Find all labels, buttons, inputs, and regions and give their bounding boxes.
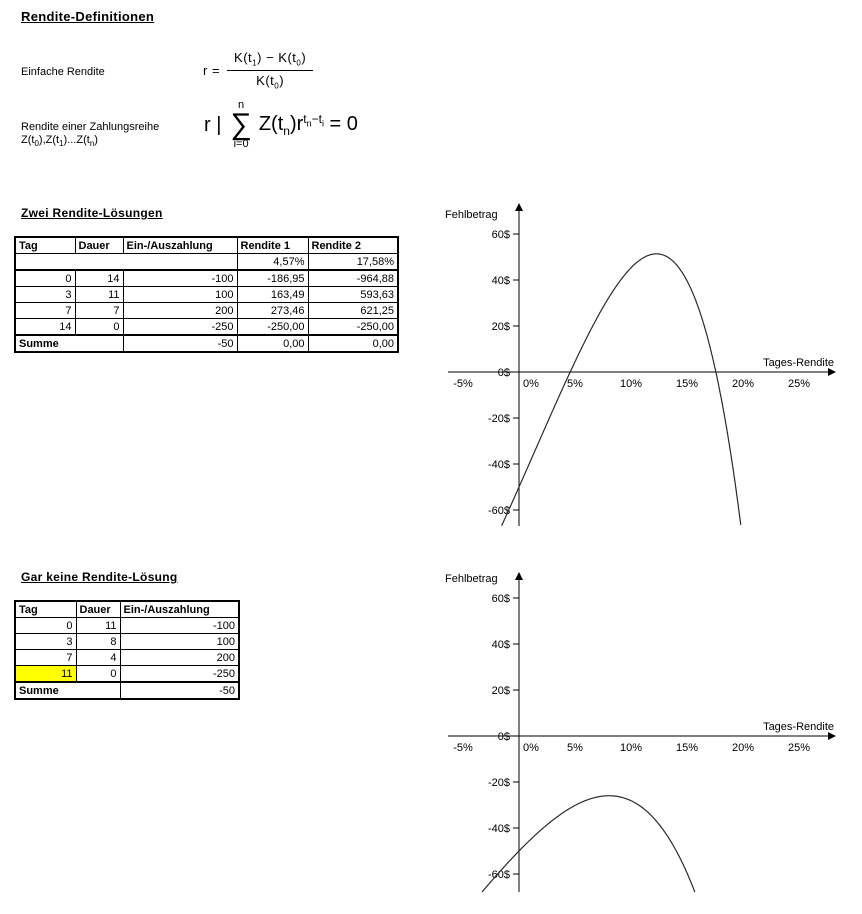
- summe-einauszahlung: -50: [123, 335, 237, 352]
- table-row: [15, 287, 398, 303]
- summe-rendite2: 0,00: [308, 335, 398, 352]
- section-heading-zwei-rendite: Zwei Rendite-Lösungen: [21, 206, 163, 220]
- x-tick-label: 0%: [523, 742, 539, 754]
- series-return-formula: [204, 100, 358, 150]
- y-tick-label: -40$: [487, 459, 510, 471]
- formula-lhs: r |: [204, 113, 222, 136]
- table-row: [15, 634, 239, 650]
- x-tick-label: 10%: [619, 378, 643, 390]
- formula-body: $Z(t_n)r^{t_n-t_i} = 0$: [258, 112, 358, 138]
- table-row: [15, 618, 239, 634]
- table-header-row: [15, 601, 239, 618]
- col-header-dauer: Dauer: [75, 237, 123, 254]
- empty-cell: [15, 254, 237, 271]
- table-cell: 100: [120, 634, 239, 650]
- series-return-label-line2: $Z(t_0),Z(t_1)...Z(t_n)$: [21, 134, 98, 149]
- x-tick-label: 20%: [731, 742, 755, 754]
- table-header-row: [15, 237, 398, 254]
- y-tick-label: -40$: [487, 823, 510, 835]
- y-axis-title: Fehlbetrag: [445, 209, 498, 221]
- table-cell: 14: [75, 270, 123, 287]
- table-cell: 200: [123, 303, 237, 319]
- series-return-label-line1: Rendite einer Zahlungsreihe: [21, 121, 160, 133]
- x-tick-label: 5%: [567, 378, 583, 390]
- col-header-tag: Tag: [15, 237, 75, 254]
- table-cell: 3: [15, 634, 76, 650]
- chart-zwei-rendite-loesungen: [440, 200, 862, 544]
- table-cell: 273,46: [237, 303, 308, 319]
- table-row: [15, 650, 239, 666]
- x-tick-label: 25%: [787, 742, 811, 754]
- summe-rendite1: 0,00: [237, 335, 308, 352]
- table-cell: 3: [15, 287, 75, 303]
- x-tick-label: -5%: [453, 378, 473, 390]
- col-header-rendite1: Rendite 1: [237, 237, 308, 254]
- fraction: [227, 50, 313, 90]
- table-cell: -100: [120, 618, 239, 634]
- table-cell: 200: [120, 650, 239, 666]
- table-row: [15, 270, 398, 287]
- y-tick-label: -20$: [487, 777, 510, 789]
- table-row: [15, 666, 239, 683]
- rendite1-rate: 4,57%: [237, 254, 308, 271]
- rendite2-rate: 17,58%: [308, 254, 398, 271]
- x-tick-label: 15%: [675, 378, 699, 390]
- sigma-glyph: ∑: [230, 108, 252, 141]
- x-axis-title: Tages-Rendite: [763, 721, 834, 733]
- y-axis-title: Fehlbetrag: [445, 573, 498, 585]
- table-keine-rendite: [14, 600, 240, 700]
- col-header-einauszahlung: Ein-/Auszahlung: [120, 601, 239, 618]
- y-tick-label: -60$: [487, 505, 510, 517]
- table-cell: 7: [15, 303, 75, 319]
- y-axis-arrow: [515, 572, 523, 580]
- y-tick-label: -60$: [487, 869, 510, 881]
- fraction-denominator: $K(t_0)$: [227, 70, 313, 91]
- col-header-rendite2: Rendite 2: [308, 237, 398, 254]
- table-cell: -186,95: [237, 270, 308, 287]
- table-cell: 14: [15, 319, 75, 336]
- table-cell: 11: [75, 287, 123, 303]
- rate-row: [15, 254, 398, 271]
- y-tick-label: -20$: [487, 413, 510, 425]
- summe-einauszahlung: -50: [120, 682, 239, 699]
- col-header-dauer: Dauer: [76, 601, 120, 618]
- x-tick-label: -5%: [453, 742, 473, 754]
- table-cell: -250: [123, 319, 237, 336]
- table-cell: 0: [76, 666, 120, 683]
- table-zwei-rendite: [14, 236, 399, 353]
- col-header-tag: Tag: [15, 601, 76, 618]
- table-cell: 0: [15, 618, 76, 634]
- table-cell: -250: [120, 666, 239, 683]
- y-tick-label: 0$: [497, 731, 510, 743]
- formula-lhs: r =: [203, 62, 221, 78]
- table-cell: 0: [15, 270, 75, 287]
- y-tick-label: 60$: [491, 229, 510, 241]
- sum-upper-bound: n: [238, 99, 245, 111]
- summation-symbol: [230, 100, 251, 150]
- summe-row: [15, 682, 239, 699]
- y-tick-label: 60$: [491, 593, 510, 605]
- fraction-numerator: $K(t_1) - K(t_0)$: [234, 50, 307, 68]
- y-tick-label: 40$: [491, 275, 510, 287]
- page-title: Rendite-Definitionen: [21, 9, 155, 24]
- y-axis-arrow: [515, 203, 523, 211]
- summe-label: Summe: [15, 335, 123, 352]
- summe-row: [15, 335, 398, 352]
- table-cell: -100: [123, 270, 237, 287]
- x-axis-title: Tages-Rendite: [763, 357, 834, 369]
- y-tick-label: 40$: [491, 639, 510, 651]
- table-cell: 7: [15, 650, 76, 666]
- x-axis-arrow: [828, 732, 836, 740]
- table-cell: 7: [75, 303, 123, 319]
- table-cell: 11: [76, 618, 120, 634]
- table-row: [15, 319, 398, 336]
- x-tick-label: 20%: [731, 378, 755, 390]
- table-cell: 593,63: [308, 287, 398, 303]
- simple-return-formula: [203, 50, 313, 90]
- section-heading-keine-rendite: Gar keine Rendite-Lösung: [21, 570, 178, 584]
- sum-lower-bound: i=0: [233, 138, 249, 150]
- y-tick-label: 20$: [491, 321, 510, 333]
- col-header-einauszahlung: Ein-/Auszahlung: [123, 237, 237, 254]
- table-cell: 8: [76, 634, 120, 650]
- x-tick-label: 10%: [619, 742, 643, 754]
- x-tick-label: 5%: [567, 742, 583, 754]
- table-cell: 163,49: [237, 287, 308, 303]
- chart-keine-rendite-loesung: [440, 558, 862, 914]
- y-tick-label: 0$: [497, 367, 510, 379]
- table-cell: 4: [76, 650, 120, 666]
- table-cell: 621,25: [308, 303, 398, 319]
- table-cell: 0: [75, 319, 123, 336]
- highlighted-cell: 11: [15, 666, 76, 683]
- x-tick-label: 0%: [523, 378, 539, 390]
- x-axis-arrow: [828, 368, 836, 376]
- x-tick-label: 15%: [675, 742, 699, 754]
- table-cell: -964,88: [308, 270, 398, 287]
- table-cell: -250,00: [237, 319, 308, 336]
- x-tick-label: 25%: [787, 378, 811, 390]
- table-row: [15, 303, 398, 319]
- series-return-label: [21, 121, 159, 150]
- table-cell: -250,00: [308, 319, 398, 336]
- summe-label: Summe: [15, 682, 120, 699]
- simple-return-label: Einfache Rendite: [21, 66, 105, 78]
- y-tick-label: 20$: [491, 685, 510, 697]
- fehlbetrag-curve: [482, 796, 695, 892]
- table-cell: 100: [123, 287, 237, 303]
